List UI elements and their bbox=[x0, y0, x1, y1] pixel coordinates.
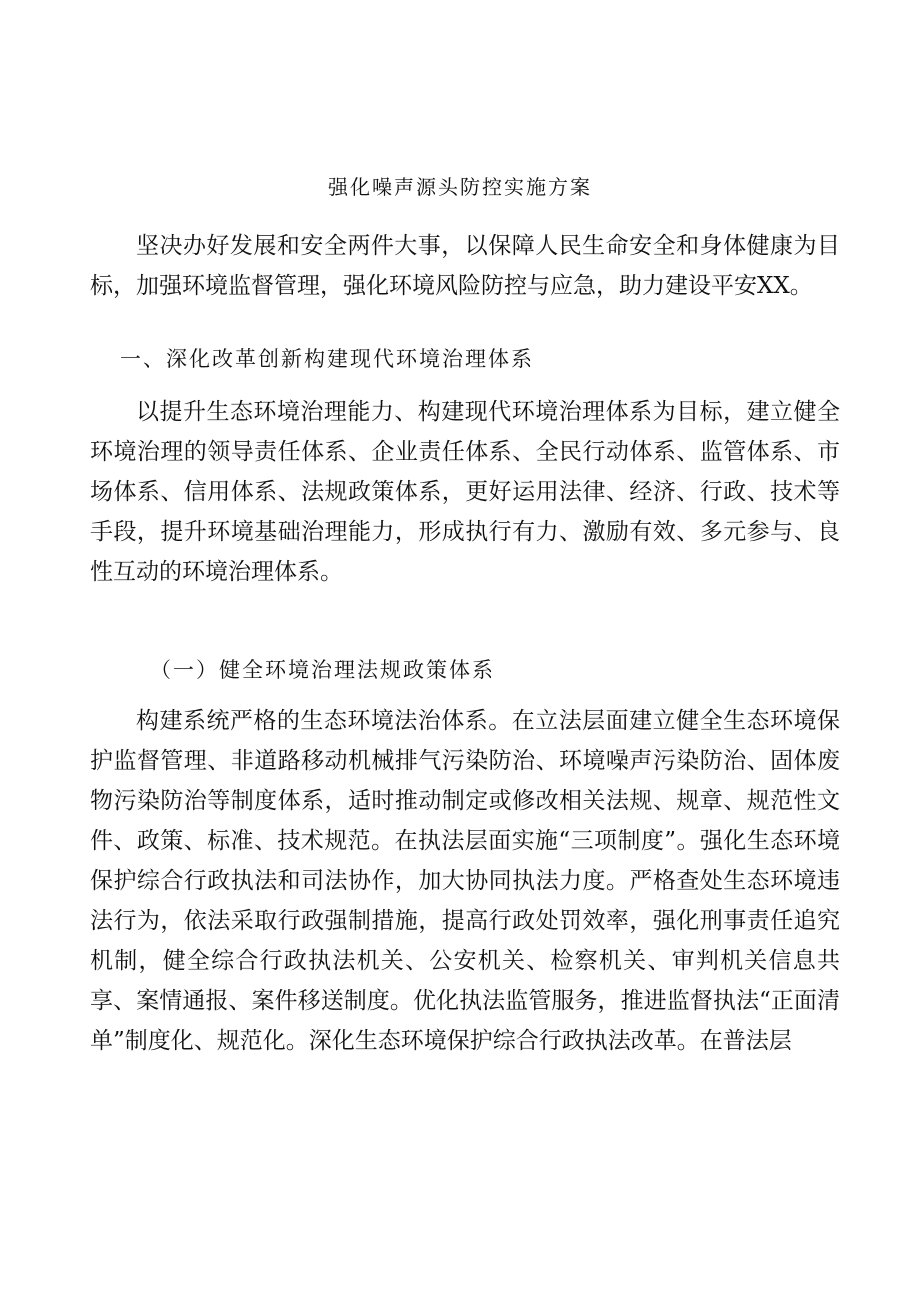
subsection-paragraph: 构建系统严格的生态环境法治体系。在立法层面建立健全生态环境保护监督管理、非道路移动机械排气污染防治、环境噪声污染防治、固体废物污染防治等制度体系，适时推动制定或修改相关法规、规章、规范性文件、政策、标准、技术规范。在执法层面实施“三项制度”。强化生态环境保护综合行政执法和司法协作，加大协同执法力度。严格查处生态环境违法行为，依法采取行政强制措施，提高行政处罚效率，强化刑事责任追究机制，健全综合行政执法机关、公安机关、检察机关、审判机关信息共享、案情通报、案件移送制度。优化执法监管服务，推进监督执法“正面清单”制度化、规范化。深化生态环境保护综合行政执法改革。在普法层 bbox=[90, 708, 840, 1054]
section-paragraph: 以提升生态环境治理能力、构建现代环境治理体系为目标，建立健全环境治理的领导责任体系、企业责任体系、全民行动体系、监管体系、市场体系、信用体系、法规政策体系，更好运用法律、经济、行政、技术等手段，提升环境基础治理能力，形成执行有力、激励有效、多元参与、良性互动的环境治理体系。 bbox=[90, 399, 840, 585]
document-title: 强化噪声源头防控实施方案 bbox=[328, 175, 592, 199]
subsection-heading: （一）健全环境治理法规政策体系 bbox=[150, 658, 495, 682]
section-heading: 一、深化改革创新构建现代环境治理体系 bbox=[120, 347, 534, 371]
intro-paragraph: 坚决办好发展和安全两件大事，以保障人民生命安全和身体健康为目标，加强环境监督管理，强化环境风险防控与应急，助力建设平安XX。 bbox=[90, 233, 840, 299]
